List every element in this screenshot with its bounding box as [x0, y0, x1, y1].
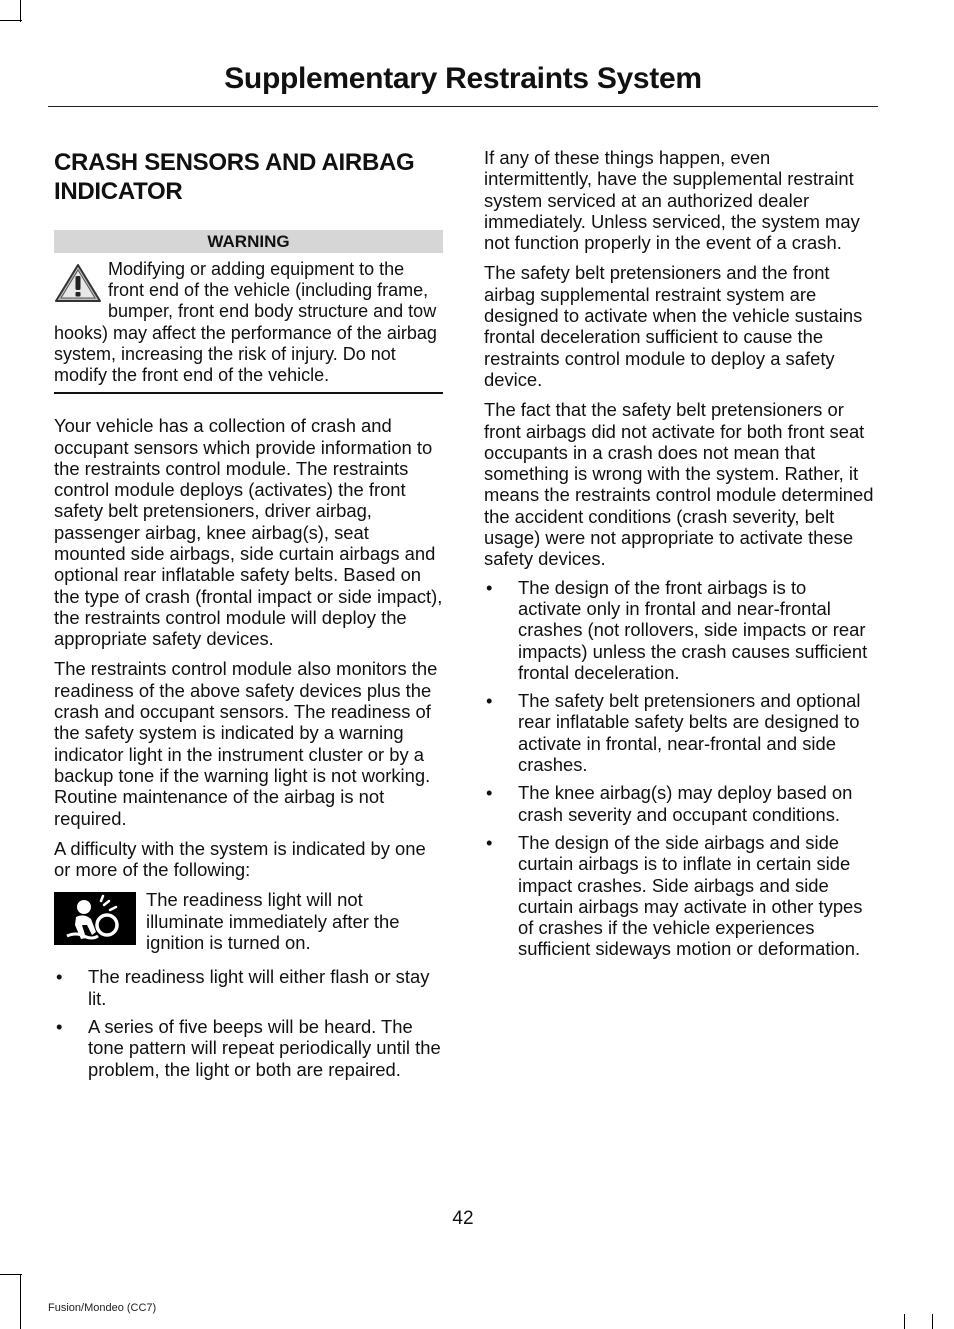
- list-item: • The design of the side airbags and side curtain airbags is to inflate in certain side impact crashes. Side airbags and side curtain airbags may activate in other types of crashes if the vehicle experiences sufficient sideways motion or deformation.: [486, 831, 863, 960]
- paragraph: The fact that the safety belt pretensioners or front airbags did not activate for both front seat occupants in a crash does not mean that something is wrong with the system. Rather, it means the restraints control module determined the accident conditions (crash severity, belt usage) were not appropriate to activate these safety devices.: [484, 399, 874, 570]
- warning-header: WARNING: [54, 230, 443, 253]
- list-item: • The knee airbag(s) may deploy based on crash severity and occupant conditions.: [486, 782, 853, 825]
- crop-mark: [904, 1314, 905, 1329]
- indicator-row: [54, 889, 443, 953]
- warning-divider: [54, 392, 443, 394]
- warning-text: Modifying or adding equipment to the front end of the vehicle (including frame, bumper, front end body structure and tow hooks) may affect the performance of the airbag system, increasing the risk of injury. Do not modify the front end of the vehicle.: [54, 259, 437, 386]
- airbag-warning-light-icon: [54, 892, 136, 945]
- warning-triangle-icon: [54, 263, 102, 303]
- page-number: 42: [452, 1208, 474, 1229]
- crop-mark: [932, 1314, 933, 1329]
- list-item: • A series of five beeps will be heard. The tone pattern will repeat periodically until the problem, the light or both are repaired.: [56, 1015, 441, 1080]
- paragraph: The safety belt pretensioners and the front airbag supplemental restraint system are designed to activate when the vehicle sustains frontal deceleration sufficient to cause the restraints control module to deploy a safety device.: [484, 262, 863, 390]
- bullet-icon: •: [486, 831, 493, 853]
- warning-box: [54, 259, 443, 386]
- indicator-text: The readiness light will not illuminate immediately after the ignition is turned on.: [146, 889, 400, 954]
- header-divider: [48, 106, 878, 107]
- footer-model: Fusion/Mondeo (CC7): [48, 1302, 157, 1314]
- bullet-icon: •: [486, 782, 493, 804]
- paragraph: The restraints control module also monitors the readiness of the above safety devices plus the crash and occupant sensors. The readiness of the safety system is indicated by a warning indicator light in the instrument cluster or by a backup tone if the warning light is not working. Routine maintenance of the airbag is not required.: [54, 658, 438, 829]
- paragraph: If any of these things happen, even intermittently, have the supplemental restraint system serviced at an authorized dealer immediately. Unless serviced, the system may not function properly in the event of a crash.: [484, 147, 860, 254]
- list-item: • The design of the front airbags is to activate only in frontal and near-frontal crashes (not rollovers, side impacts or rear impacts) unless the crash causes sufficient frontal deceleration.: [486, 576, 868, 683]
- bullet-icon: •: [486, 690, 493, 712]
- design-notes-list: [484, 577, 874, 960]
- bullet-icon: •: [56, 966, 63, 988]
- left-column: [54, 146, 443, 1080]
- crop-mark: [20, 0, 21, 22]
- bullet-icon: •: [56, 1015, 63, 1037]
- section-title: CRASH SENSORS AND AIRBAG INDICATOR: [54, 149, 415, 205]
- bullet-icon: •: [486, 576, 493, 598]
- crop-mark: [20, 1274, 21, 1329]
- list-item: • The safety belt pretensioners and optional rear inflatable safety belts are designed to activate in frontal, near-frontal and side crashes.: [486, 690, 861, 776]
- paragraph: A difficulty with the system is indicated by one or more of the following:: [54, 837, 426, 881]
- symptom-list: [54, 966, 443, 1079]
- list-item: • The readiness light will either flash or stay lit.: [56, 966, 430, 1009]
- page-title: Supplementary Restraints System: [224, 62, 702, 95]
- right-column: [484, 147, 874, 960]
- crop-mark: [0, 20, 22, 21]
- crop-mark: [0, 1274, 22, 1275]
- paragraph: Your vehicle has a collection of crash and occupant sensors which provide information to the restraints control module. The restraints control module deploys (activates) the front safety belt pretensioners, driver airbag, passenger airbag, knee airbag(s), seat mounted side airbags, side curtain airbags and optional rear inflatable safety belts. Based on the type of crash (frontal impact or side impact), the restraints control module will deploy the appropriate safety devices.: [54, 415, 443, 650]
